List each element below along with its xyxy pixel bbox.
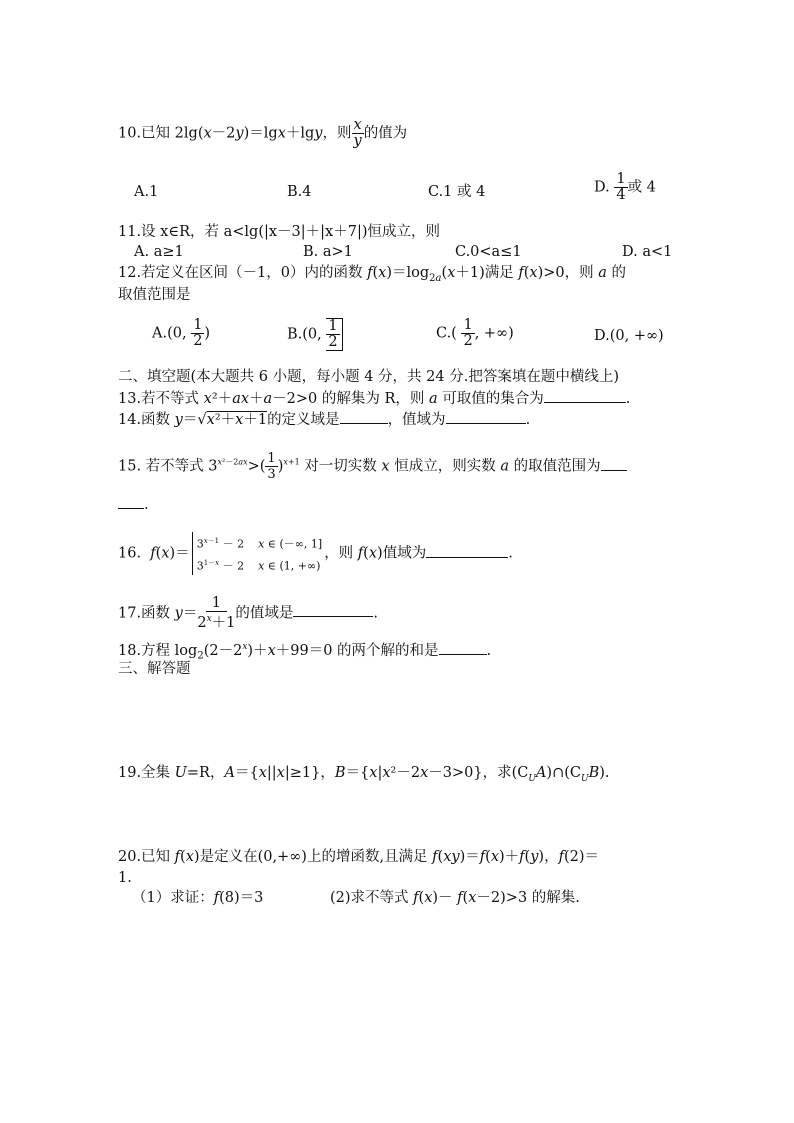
q11-option-d: D. a<1 xyxy=(622,244,673,260)
question-13: 13.若不等式 x²＋ax＋a－2>0 的解集为 R，则 a 可取值的集合为 . xyxy=(118,388,630,409)
section-3-heading: 三、解答题 xyxy=(118,661,191,677)
q11-option-c: C.0<a≤1 xyxy=(455,244,522,260)
fraction-x-over-y: $\frac{x}{y}$ xyxy=(353,117,362,149)
question-16: 16. f(x)＝ $3^{x-1} - 2$ x ∈ (－∞, 1] $3^{1-x} - 2$ x ∈ (1, +∞) ，则 f(x)值域为 . xyxy=(118,532,513,575)
question-20-part-1: （1）求证：f(8)＝3 xyxy=(132,890,264,906)
question-15-line2: . xyxy=(118,494,149,515)
q10-option-c: C.1 或 4 xyxy=(428,184,486,200)
q10-option-b: B.4 xyxy=(287,184,312,200)
q12-option-c: C.( $\frac{1}{2}$ , +∞) xyxy=(436,317,514,349)
question-19: 19.全集 U=R，A＝{x||x|≥1}，B＝{x|x²－2x－3>0}，求$(C_UA)\cap(C_UB)$. xyxy=(118,765,610,784)
question-15-line1: 15. 若不等式 $3^{x^2-2ax}>$( $\frac{1}{3}$ )$^{x+1}$ 对一切实数 x 恒成立，则实数 a 的取值范围为 xyxy=(118,451,627,482)
question-11: 11.设 x∈R，若 a<lg(|x－3|＋|x＋7|)恒成立，则 xyxy=(118,224,440,240)
question-12-line1: 12.若定义在区间（－1，0）内的函数 $f(x)=\log_{2a}(x+1)$满足 f(x)>0，则 a 的 xyxy=(118,265,627,284)
q10-option-d: D. $\frac{1}{4}$ 或 4 xyxy=(594,171,656,203)
question-20-part-2: (2)求不等式 f(x)－ f(x－2)>3 的解集. xyxy=(330,890,580,906)
q12-option-d: D.(0, +∞) xyxy=(594,328,664,344)
question-18: 18.方程 $\log_2(2-2^x)+x+99=0$ 的两个解的和是 . xyxy=(118,637,491,667)
question-12-line2: 取值范围是 xyxy=(118,287,191,303)
q11-option-b: B. a>1 xyxy=(303,244,353,260)
question-20-line2: 1. xyxy=(118,870,132,886)
question-20-line1: 20.已知 f(x)是定义在(0,+∞)上的增函数,且满足 f(xy)＝f(x)＋f(y)，f(2)＝ xyxy=(118,849,600,865)
question-17: 17.函数 y＝ $\frac{1}{2^x+1}$ 的值域是 . xyxy=(118,595,379,631)
q11-option-a: A. a≥1 xyxy=(134,244,184,260)
q12-option-a: A.(0, $\frac{1}{2}$ ) xyxy=(152,317,211,349)
q10-option-a: A.1 xyxy=(134,184,159,200)
section-2-heading: 二、填空题(本大题共 6 小题，每小题 4 分，共 24 分.把答案填在题中横线上) xyxy=(118,369,619,385)
q12-option-b: B.(0, $\frac{1}{2}$ xyxy=(287,318,343,351)
question-10: 10.已知 2lg(x－2y)＝lgx＋lgy，则 $\frac{x}{y}$ 的值为 xyxy=(118,117,408,149)
question-14: 14.函数 y＝√x²＋x＋1的定义域是 ，值域为 . xyxy=(118,409,530,430)
